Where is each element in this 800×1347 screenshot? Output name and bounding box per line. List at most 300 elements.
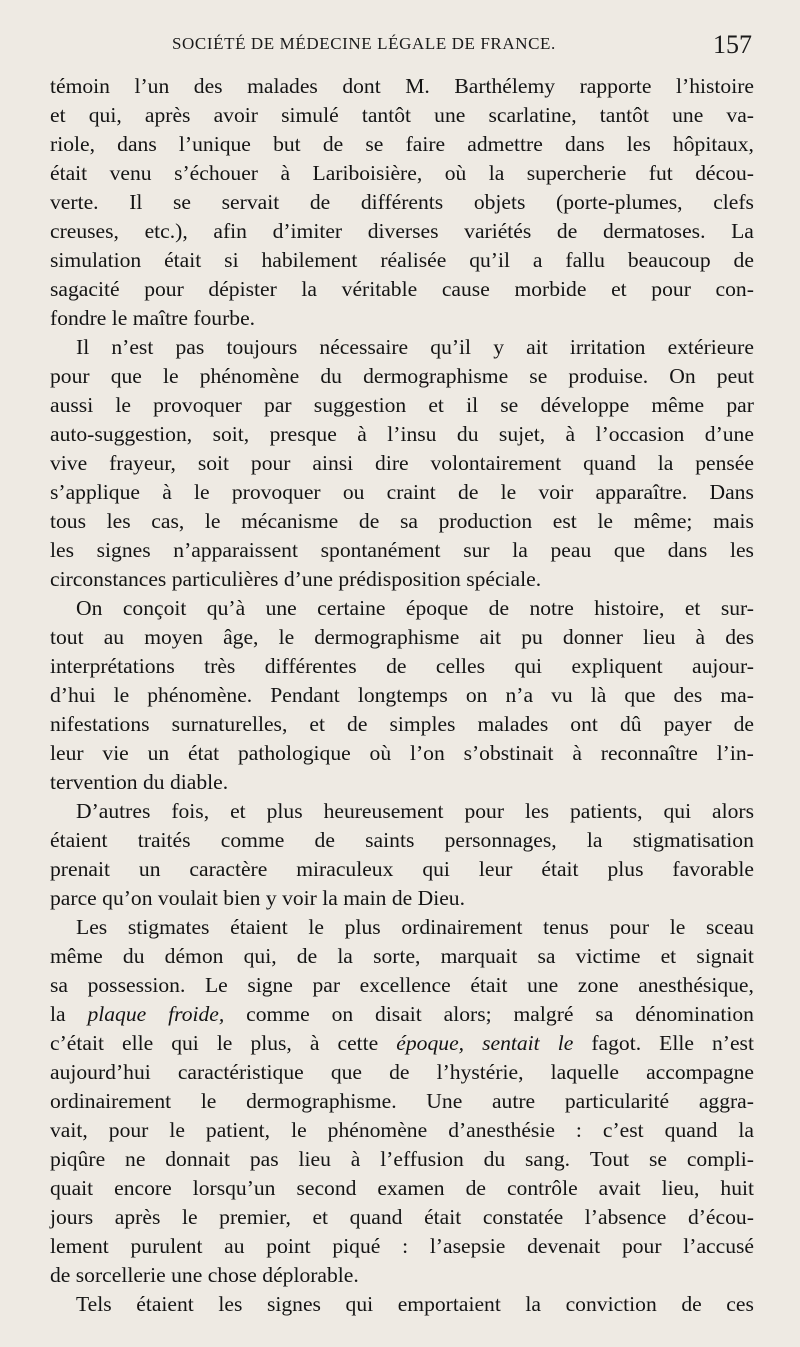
word: point: [266, 1234, 311, 1258]
word: cette: [337, 1031, 379, 1055]
word: le: [278, 625, 295, 649]
word: second: [296, 1176, 357, 1200]
word: à: [162, 480, 172, 504]
word: y: [493, 335, 505, 359]
word: aujourd’hui: [50, 1060, 151, 1084]
word: de: [296, 944, 318, 968]
word: d’anesthésie: [448, 1118, 555, 1142]
word: le: [194, 480, 210, 504]
word: à: [357, 422, 367, 446]
word: dépister: [208, 277, 277, 301]
text-line: [50, 942, 754, 971]
word: sang.: [525, 1147, 571, 1171]
word: pour: [651, 277, 691, 301]
word: de: [488, 596, 510, 620]
word: les: [524, 799, 549, 823]
word: qui,: [88, 103, 122, 127]
word: quait: [50, 1176, 94, 1200]
word: parce: [50, 886, 103, 910]
word: caractère: [189, 857, 268, 881]
word: particularité: [564, 1089, 670, 1113]
word: patients,: [569, 799, 643, 823]
word: miraculeux: [296, 857, 394, 881]
word: l’histoire: [676, 74, 754, 98]
word: morbide: [514, 277, 587, 301]
word: sa: [50, 973, 68, 997]
word: fagot.: [591, 1031, 642, 1055]
word: cause: [441, 277, 490, 301]
text-line: [50, 1261, 754, 1290]
text-line: [50, 159, 754, 188]
word: le: [204, 509, 221, 533]
text-line: [50, 130, 754, 159]
word: au: [103, 625, 125, 649]
word: dermatoses.: [602, 219, 706, 243]
word: Pendant: [270, 683, 340, 707]
word: était: [470, 973, 508, 997]
word: et: [428, 393, 444, 417]
text-line: [50, 536, 754, 565]
word: le: [597, 509, 614, 533]
word: de: [347, 712, 368, 736]
word: anesthésique,: [638, 973, 754, 997]
word: sa: [399, 509, 418, 533]
word: d’hui: [50, 683, 96, 707]
running-title: SOCIÉTÉ DE MÉDECINE LÉGALE DE FRANCE.: [172, 34, 556, 53]
word: qui: [345, 1292, 374, 1316]
word: pour: [464, 799, 505, 823]
word: sa: [537, 944, 556, 968]
word: etc.),: [144, 219, 188, 243]
word: malades: [247, 74, 318, 98]
word: (porte-plumes,: [556, 190, 683, 214]
word: sentait: [482, 1031, 540, 1055]
word: mais: [713, 509, 754, 533]
word: la: [50, 1002, 66, 1026]
word: ordinairement: [50, 1089, 172, 1113]
word: dermographisme: [314, 625, 460, 649]
word: par: [264, 393, 292, 417]
word: avait: [598, 1176, 641, 1200]
word: pas: [249, 1147, 279, 1171]
text-line: [50, 449, 754, 478]
text-line: [50, 1290, 754, 1319]
word: pas: [175, 335, 205, 359]
word: de: [556, 219, 578, 243]
word: alors: [712, 799, 754, 823]
word: à: [280, 161, 291, 185]
text-line: [50, 1087, 754, 1116]
word: spéciale.: [466, 567, 542, 591]
word: il: [466, 393, 479, 417]
word: se: [365, 132, 384, 156]
text-line: [50, 797, 754, 826]
word: de: [681, 1292, 702, 1316]
text-line: [50, 652, 754, 681]
word: n’est: [711, 1031, 754, 1055]
word: au: [224, 1234, 245, 1258]
word: était: [541, 857, 579, 881]
word: de: [733, 712, 754, 736]
word: pour: [144, 277, 184, 301]
word: simulation: [50, 248, 142, 272]
word: Dans: [709, 480, 754, 504]
word: l’occasion: [595, 422, 685, 446]
word: alors;: [443, 1002, 492, 1026]
word: disait: [375, 1002, 422, 1026]
word: s’applique: [50, 480, 140, 504]
word: Elle: [659, 1031, 694, 1055]
text-line: [50, 768, 754, 797]
word: bien: [223, 886, 266, 910]
word: simples: [389, 712, 456, 736]
word: irritation: [569, 335, 646, 359]
word: ont: [570, 712, 598, 736]
word: prenait: [50, 857, 110, 881]
word: et: [309, 712, 325, 736]
word: fallu: [565, 248, 605, 272]
word: véritable: [341, 277, 418, 301]
word: qui,: [243, 944, 277, 968]
word: qu’on: [102, 886, 158, 910]
word: sorcellerie: [75, 1263, 172, 1287]
word: état: [188, 741, 220, 765]
word: étaient: [50, 828, 108, 852]
word: le: [115, 393, 131, 417]
word: du: [320, 364, 342, 388]
word: à: [309, 1031, 320, 1055]
text-line: [50, 884, 754, 913]
word: les: [50, 538, 74, 562]
word: déplorable.: [262, 1263, 359, 1287]
word: Tels: [76, 1292, 112, 1316]
word: dans: [667, 538, 708, 562]
word: froide,: [168, 1002, 225, 1026]
word: presque: [269, 422, 337, 446]
text-line: [50, 275, 754, 304]
word: donnait: [165, 1147, 231, 1171]
word: patient,: [205, 1118, 271, 1142]
word: stigmates: [127, 915, 210, 939]
word: n’est: [111, 335, 154, 359]
word: nécessaire: [319, 335, 409, 359]
word: toujours: [226, 335, 298, 359]
text-line: [50, 507, 754, 536]
word: d’une: [283, 567, 339, 591]
word: pu: [521, 625, 543, 649]
word: aussi: [50, 393, 94, 417]
word: tous: [50, 509, 86, 533]
word: pensée: [695, 451, 754, 475]
word: payer: [663, 712, 712, 736]
word: la: [738, 1118, 754, 1142]
word: ne: [125, 1147, 146, 1171]
word: l’effusion: [380, 1147, 464, 1171]
word: une: [434, 103, 466, 127]
word: après: [114, 1205, 161, 1229]
word: une: [527, 973, 559, 997]
word: se: [529, 364, 548, 388]
body-text: [50, 72, 754, 1319]
word: d’une: [704, 422, 754, 446]
word: purulent: [130, 1234, 203, 1258]
word: s’obstinait: [463, 741, 554, 765]
word: maître: [132, 306, 194, 330]
word: le: [169, 1118, 185, 1142]
word: du: [122, 944, 145, 968]
word: le: [163, 364, 179, 388]
word: le: [669, 915, 686, 939]
word: un: [147, 741, 170, 765]
word: démon: [164, 944, 224, 968]
word: un: [138, 857, 161, 881]
text-line: [50, 913, 754, 942]
word: tantôt: [599, 103, 649, 127]
text-line: [50, 971, 754, 1000]
word: volontairement: [430, 451, 562, 475]
word: de: [465, 1176, 486, 1200]
word: témoin: [50, 74, 110, 98]
word: excellence: [359, 973, 451, 997]
word: l’asepsie: [429, 1234, 506, 1258]
word: M.: [405, 74, 430, 98]
word: piqué: [332, 1234, 381, 1258]
word: la: [337, 944, 353, 968]
word: va-: [726, 103, 754, 127]
word: et: [50, 103, 66, 127]
word: donner: [562, 625, 623, 649]
word: produise.: [568, 364, 649, 388]
word: hôpitaux,: [672, 132, 754, 156]
word: de: [358, 509, 380, 533]
word: pour: [250, 451, 291, 475]
word: le: [291, 1118, 307, 1142]
word: on: [465, 683, 488, 707]
word: est: [552, 509, 577, 533]
word: afin: [213, 219, 247, 243]
word: provoquer: [153, 393, 242, 417]
word: le: [308, 915, 324, 939]
word: admettre: [467, 132, 543, 156]
word: là: [590, 683, 607, 707]
word: de: [50, 1263, 76, 1287]
word: sorte,: [373, 944, 421, 968]
word: et: [230, 799, 246, 823]
word: servait: [221, 190, 280, 214]
word: favorable: [672, 857, 754, 881]
word: qui: [171, 1031, 199, 1055]
word: pour: [621, 1234, 662, 1258]
word: une: [265, 596, 297, 620]
word: décou-: [695, 161, 754, 185]
word: saints: [365, 828, 415, 852]
word: habilement: [261, 248, 358, 272]
word: caractéristique: [177, 1060, 304, 1084]
word: du: [142, 770, 170, 794]
word: la: [301, 277, 318, 301]
word: de: [309, 190, 331, 214]
word: n’apparaissent: [173, 538, 298, 562]
text-line: [50, 478, 754, 507]
word: nifestations: [50, 712, 150, 736]
word: que: [330, 1060, 363, 1084]
word: Tout: [589, 1147, 630, 1171]
word: fondre: [50, 306, 112, 330]
word: lieu: [643, 625, 676, 649]
word: laquelle: [550, 1060, 619, 1084]
word: qu’il: [469, 248, 510, 272]
word: avoir: [213, 103, 258, 127]
text-line: [50, 246, 754, 275]
word: étaient: [230, 915, 288, 939]
word: marquait: [440, 944, 518, 968]
word: les: [106, 509, 131, 533]
text-line: [50, 333, 754, 362]
word: dénomination: [635, 1002, 754, 1026]
word: zone: [577, 973, 619, 997]
word: que: [613, 538, 646, 562]
word: Barthélemy: [454, 74, 556, 98]
word: lieu,: [661, 1176, 700, 1200]
word: Les: [76, 915, 108, 939]
word: examen: [377, 1176, 445, 1200]
word: notre: [529, 596, 574, 620]
word: emportaient: [397, 1292, 501, 1316]
word: vu: [551, 683, 573, 707]
text-line: [50, 1000, 754, 1029]
word: quand: [349, 1205, 403, 1229]
word: ait: [479, 625, 502, 649]
word: variétés: [464, 219, 532, 243]
word: vive: [50, 451, 88, 475]
word: piqûre: [50, 1147, 106, 1171]
word: craint: [386, 480, 436, 504]
word: Il: [129, 190, 143, 214]
word: particulières: [171, 567, 284, 591]
word: extérieure: [667, 335, 754, 359]
word: ait: [526, 335, 548, 359]
word: âge,: [223, 625, 259, 649]
word: phénomène: [199, 364, 300, 388]
word: main: [343, 886, 392, 910]
word: voir: [538, 480, 574, 504]
word: époque: [405, 596, 469, 620]
word: con-: [715, 277, 754, 301]
word: creuses,: [50, 219, 119, 243]
word: frayeur,: [109, 451, 176, 475]
word: Le: [204, 973, 228, 997]
word: la: [512, 538, 528, 562]
text-line: [50, 623, 754, 652]
word: se: [500, 393, 519, 417]
word: venu: [109, 161, 152, 185]
word: contrôle: [506, 1176, 578, 1200]
word: diable.: [169, 770, 229, 794]
word: premier,: [219, 1205, 291, 1229]
word: étaient: [136, 1292, 194, 1316]
word: pour: [609, 915, 650, 939]
word: longtemps: [357, 683, 448, 707]
word: heureusement: [323, 799, 444, 823]
word: l’insu: [387, 422, 437, 446]
word: fut: [648, 161, 673, 185]
word: clefs: [713, 190, 754, 214]
word: jours: [50, 1205, 94, 1229]
text-line: [50, 391, 754, 420]
text-line: [50, 681, 754, 710]
word: c’est: [602, 1118, 644, 1142]
word: tantôt: [361, 103, 412, 127]
word: prédisposition: [338, 567, 467, 591]
word: plaque: [87, 1002, 147, 1026]
word: sur-: [720, 596, 754, 620]
word: accompagne: [646, 1060, 754, 1084]
word: certaine: [317, 596, 386, 620]
word: c’était: [50, 1031, 104, 1055]
word: fourbe.: [193, 306, 256, 330]
word: encore: [114, 1176, 172, 1200]
word: cas,: [151, 509, 185, 533]
word: chose: [207, 1263, 263, 1287]
word: lieu: [298, 1147, 331, 1171]
word: où: [444, 161, 467, 185]
word: surnaturelles,: [171, 712, 288, 736]
word: et: [684, 596, 701, 620]
word: voir: [282, 886, 323, 910]
word: à: [350, 1147, 361, 1171]
text-line: [50, 826, 754, 855]
word: et: [660, 944, 677, 968]
word: ma-: [720, 683, 754, 707]
text-line: [50, 1174, 754, 1203]
word: par: [726, 393, 754, 417]
word: sur: [463, 538, 490, 562]
word: la: [525, 1292, 542, 1316]
word: aujour-: [692, 654, 754, 678]
word: si: [224, 248, 239, 272]
word: suggestion: [313, 393, 407, 417]
word: Une: [426, 1089, 463, 1113]
word: dans: [565, 132, 605, 156]
word: dans: [117, 132, 157, 156]
word: beaucoup: [627, 248, 711, 272]
word: aggra-: [698, 1089, 754, 1113]
text-line: [50, 304, 754, 333]
word: vie: [102, 741, 129, 765]
word: la: [488, 161, 505, 185]
word: et: [312, 1205, 329, 1229]
word: l’in-: [716, 741, 754, 765]
word: qui: [514, 654, 543, 678]
word: plus: [266, 799, 303, 823]
word: circonstances: [50, 567, 172, 591]
word: de: [391, 886, 418, 910]
word: devenait: [527, 1234, 601, 1258]
word: de: [322, 132, 344, 156]
word: même;: [633, 509, 693, 533]
word: comme: [246, 1002, 310, 1026]
word: à: [695, 625, 706, 649]
word: :: [402, 1234, 409, 1258]
word: même: [50, 944, 103, 968]
page-number: 157: [713, 30, 752, 59]
word: phénomène.: [147, 683, 253, 707]
word: une: [171, 1263, 208, 1287]
word: victime: [575, 944, 641, 968]
word: phénomène: [327, 1118, 428, 1142]
word: interprétations: [50, 654, 175, 678]
text-line: [50, 101, 754, 130]
